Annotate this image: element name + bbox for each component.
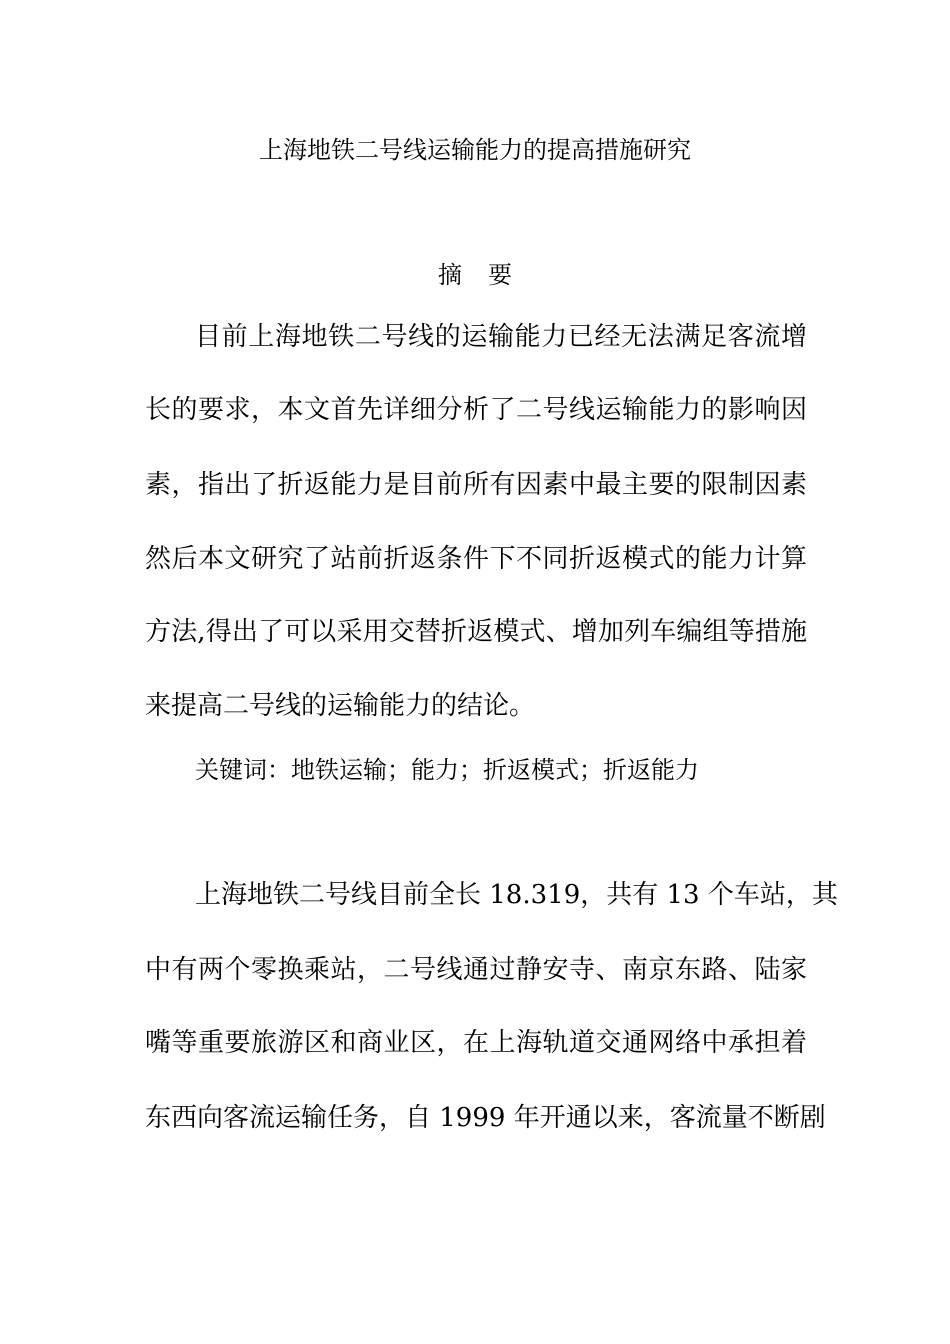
document-title: 上海地铁二号线运输能力的提高措施研究: [259, 136, 691, 164]
abstract-line-1: 目前上海地铁二号线的运输能力已经无法满足客流增: [195, 322, 807, 352]
abstract-line-4: 然后本文研究了站前折返条件下不同折返模式的能力计算: [145, 544, 807, 574]
abstract-line-2: 长的要求，本文首先详细分析了二号线运输能力的影响因: [145, 395, 807, 425]
abstract-line-3: 素，指出了折返能力是目前所有因素中最主要的限制因素: [145, 470, 807, 500]
abstract-heading: [0, 258, 950, 292]
body-line-2: 中有两个零换乘站，二号线通过静安寺、南京东路、陆家: [145, 955, 807, 985]
abstract-line-5: 方法,得出了可以采用交替折返模式、增加列车编组等措施: [145, 617, 807, 647]
keywords-line: 关键词：地铁运输；能力；折返模式；折返能力: [195, 756, 699, 784]
abstract-heading-char-1: 摘: [438, 261, 462, 289]
abstract-line-6: 来提高二号线的运输能力的结论。: [145, 691, 536, 721]
body-line-3: 嘴等重要旅游区和商业区，在上海轨道交通网络中承担着: [145, 1028, 807, 1058]
body-line-1: 上海地铁二号线目前全长 18.319，共有 13 个车站，其: [195, 880, 838, 910]
abstract-heading-char-2: 要: [488, 261, 512, 289]
body-line-4: 东西向客流运输任务，自 1999 年开通以来，客流量不断剧: [145, 1103, 826, 1133]
